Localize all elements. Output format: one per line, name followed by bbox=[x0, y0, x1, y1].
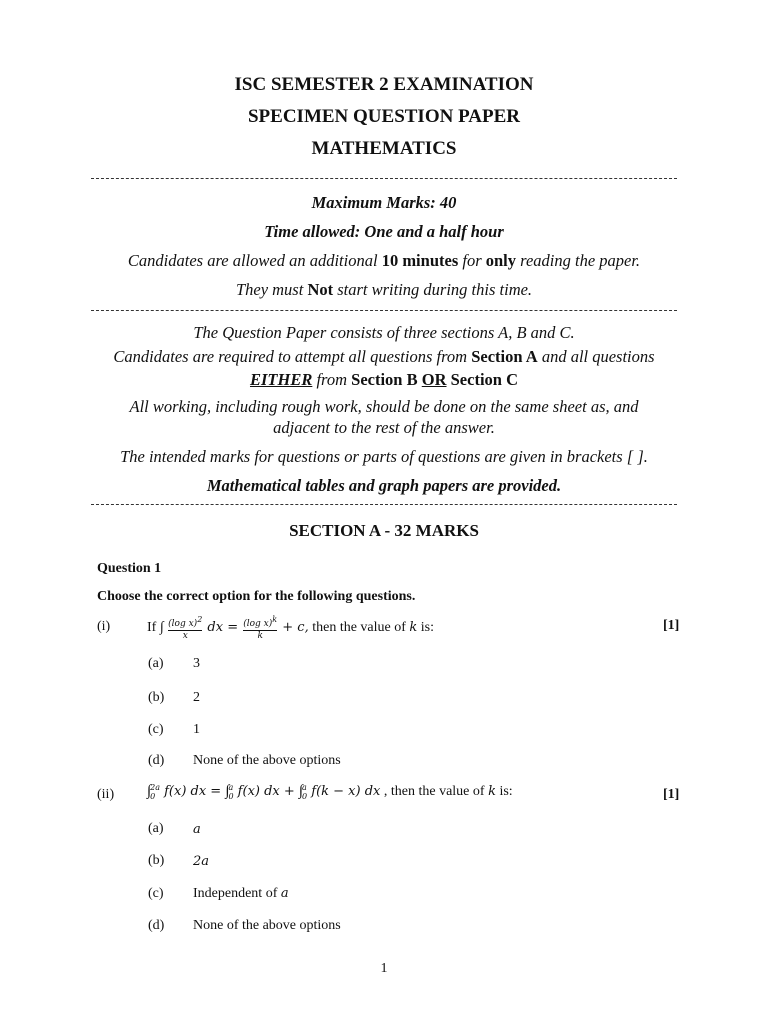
part-number: (i) bbox=[97, 619, 111, 634]
time-allowed: Time allowed: One and a half hour bbox=[264, 222, 504, 241]
option-text: None of the above options bbox=[193, 918, 341, 933]
question-text: is: bbox=[495, 784, 513, 800]
option-label: (b) bbox=[148, 853, 165, 868]
either-text: EITHER bbox=[249, 370, 313, 389]
section-b-text: Section B bbox=[351, 370, 418, 389]
reading-time-note bbox=[0, 251, 768, 271]
upper-limit: a bbox=[228, 783, 234, 792]
divider bbox=[91, 310, 677, 311]
option-label: (d) bbox=[148, 753, 165, 768]
reading-only: only bbox=[485, 251, 517, 270]
writing-note bbox=[0, 280, 768, 300]
must-not: Not bbox=[307, 280, 334, 299]
attempt-text-c: and all questions bbox=[537, 347, 655, 366]
working-note-line2: adjacent to the rest of the answer. bbox=[273, 418, 495, 437]
max-marks: Maximum Marks: 40 bbox=[311, 193, 457, 212]
lower-limit: 0 bbox=[302, 792, 308, 801]
question-text: then the value of bbox=[308, 620, 410, 636]
marks-badge: [1] bbox=[663, 618, 680, 633]
marks-badge: [1] bbox=[663, 787, 680, 802]
option-text: 2 bbox=[193, 690, 200, 705]
from-text: from bbox=[312, 370, 352, 389]
section-a-title: SECTION A - 32 MARKS bbox=[289, 521, 479, 540]
attempt-info bbox=[0, 347, 768, 367]
page-number: 1 bbox=[380, 961, 388, 976]
fraction-numerator: (log x) bbox=[168, 619, 198, 629]
variable: k bbox=[488, 784, 496, 800]
exam-title: ISC SEMESTER 2 EXAMINATION bbox=[234, 74, 534, 95]
math-expression: f(x) dx = bbox=[159, 784, 226, 800]
subject-title: MATHEMATICS bbox=[311, 138, 457, 159]
math-expression: f(x) dx + bbox=[233, 784, 299, 800]
part-i-question bbox=[147, 614, 434, 642]
section-c-text: Section C bbox=[450, 370, 518, 389]
reading-text-e: reading the paper. bbox=[516, 251, 641, 270]
option-text: 3 bbox=[193, 656, 200, 671]
divider bbox=[91, 178, 677, 179]
option-label: (a) bbox=[148, 656, 164, 671]
part-number: (ii) bbox=[97, 787, 115, 802]
fraction bbox=[168, 614, 202, 642]
upper-limit: 2a bbox=[150, 783, 160, 792]
tables-info: Mathematical tables and graph papers are provided. bbox=[206, 476, 562, 495]
marks-info: The intended marks for questions or parts of questions are given in brackets [ ]. bbox=[120, 447, 648, 466]
integral-sign: ∫ bbox=[147, 783, 152, 800]
variable: k bbox=[409, 620, 418, 636]
option-label: (d) bbox=[148, 918, 165, 933]
either-or-info bbox=[0, 370, 768, 390]
exponent: 2 bbox=[197, 615, 203, 624]
integral-sign: ∫ bbox=[298, 783, 304, 800]
attempt-text-a: Candidates are required to attempt all questions from bbox=[113, 347, 472, 366]
math-expression: f(k − x) dx bbox=[307, 784, 381, 800]
reading-text-a: Candidates are allowed an additional bbox=[127, 251, 382, 270]
option-text: 2a bbox=[193, 854, 210, 869]
fraction-denominator: x bbox=[168, 630, 202, 642]
must-text-c: start writing during this time. bbox=[333, 280, 533, 299]
part-ii-question bbox=[147, 783, 513, 801]
or-text: OR bbox=[421, 370, 447, 389]
question-label: Question 1 bbox=[97, 561, 162, 576]
reading-text-c: for bbox=[458, 251, 486, 270]
sections-info: The Question Paper consists of three sections A, B and C. bbox=[193, 323, 575, 342]
option-label: (a) bbox=[148, 821, 164, 836]
upper-limit: a bbox=[302, 783, 307, 792]
attempt-section-a: Section A bbox=[471, 347, 538, 366]
lower-limit: 0 bbox=[150, 792, 156, 801]
variable: a bbox=[280, 886, 289, 901]
integral-limits bbox=[150, 783, 160, 801]
option-label: (c) bbox=[148, 722, 164, 737]
math-expression: + c, bbox=[278, 620, 309, 636]
question-text: is: bbox=[417, 620, 435, 636]
question-instruction: Choose the correct option for the following questions. bbox=[97, 589, 416, 604]
fraction-numerator: (log x) bbox=[243, 619, 273, 629]
option-text: 1 bbox=[193, 722, 200, 737]
lower-limit: 0 bbox=[228, 792, 234, 801]
must-text-a: They must bbox=[235, 280, 308, 299]
part-i-prefix: If ∫ bbox=[147, 620, 164, 636]
paper-type: SPECIMEN QUESTION PAPER bbox=[247, 106, 520, 127]
working-note-line1: All working, including rough work, should be done on the same sheet as, and bbox=[129, 397, 639, 416]
option-label: (b) bbox=[148, 690, 165, 705]
reading-minutes: 10 minutes bbox=[381, 251, 459, 270]
option-text: a bbox=[193, 822, 201, 837]
question-text: , then the value of bbox=[380, 784, 489, 800]
option-label: (c) bbox=[148, 886, 164, 901]
fraction bbox=[243, 614, 277, 642]
integral-sign: ∫ bbox=[225, 783, 230, 800]
exponent: k bbox=[272, 615, 278, 624]
option-text: None of the above options bbox=[193, 753, 341, 768]
option-text bbox=[193, 886, 289, 902]
divider bbox=[91, 504, 677, 505]
math-expression: dx = bbox=[203, 620, 243, 636]
fraction-denominator: k bbox=[243, 630, 277, 642]
option-text-part: Independent of bbox=[193, 886, 281, 901]
